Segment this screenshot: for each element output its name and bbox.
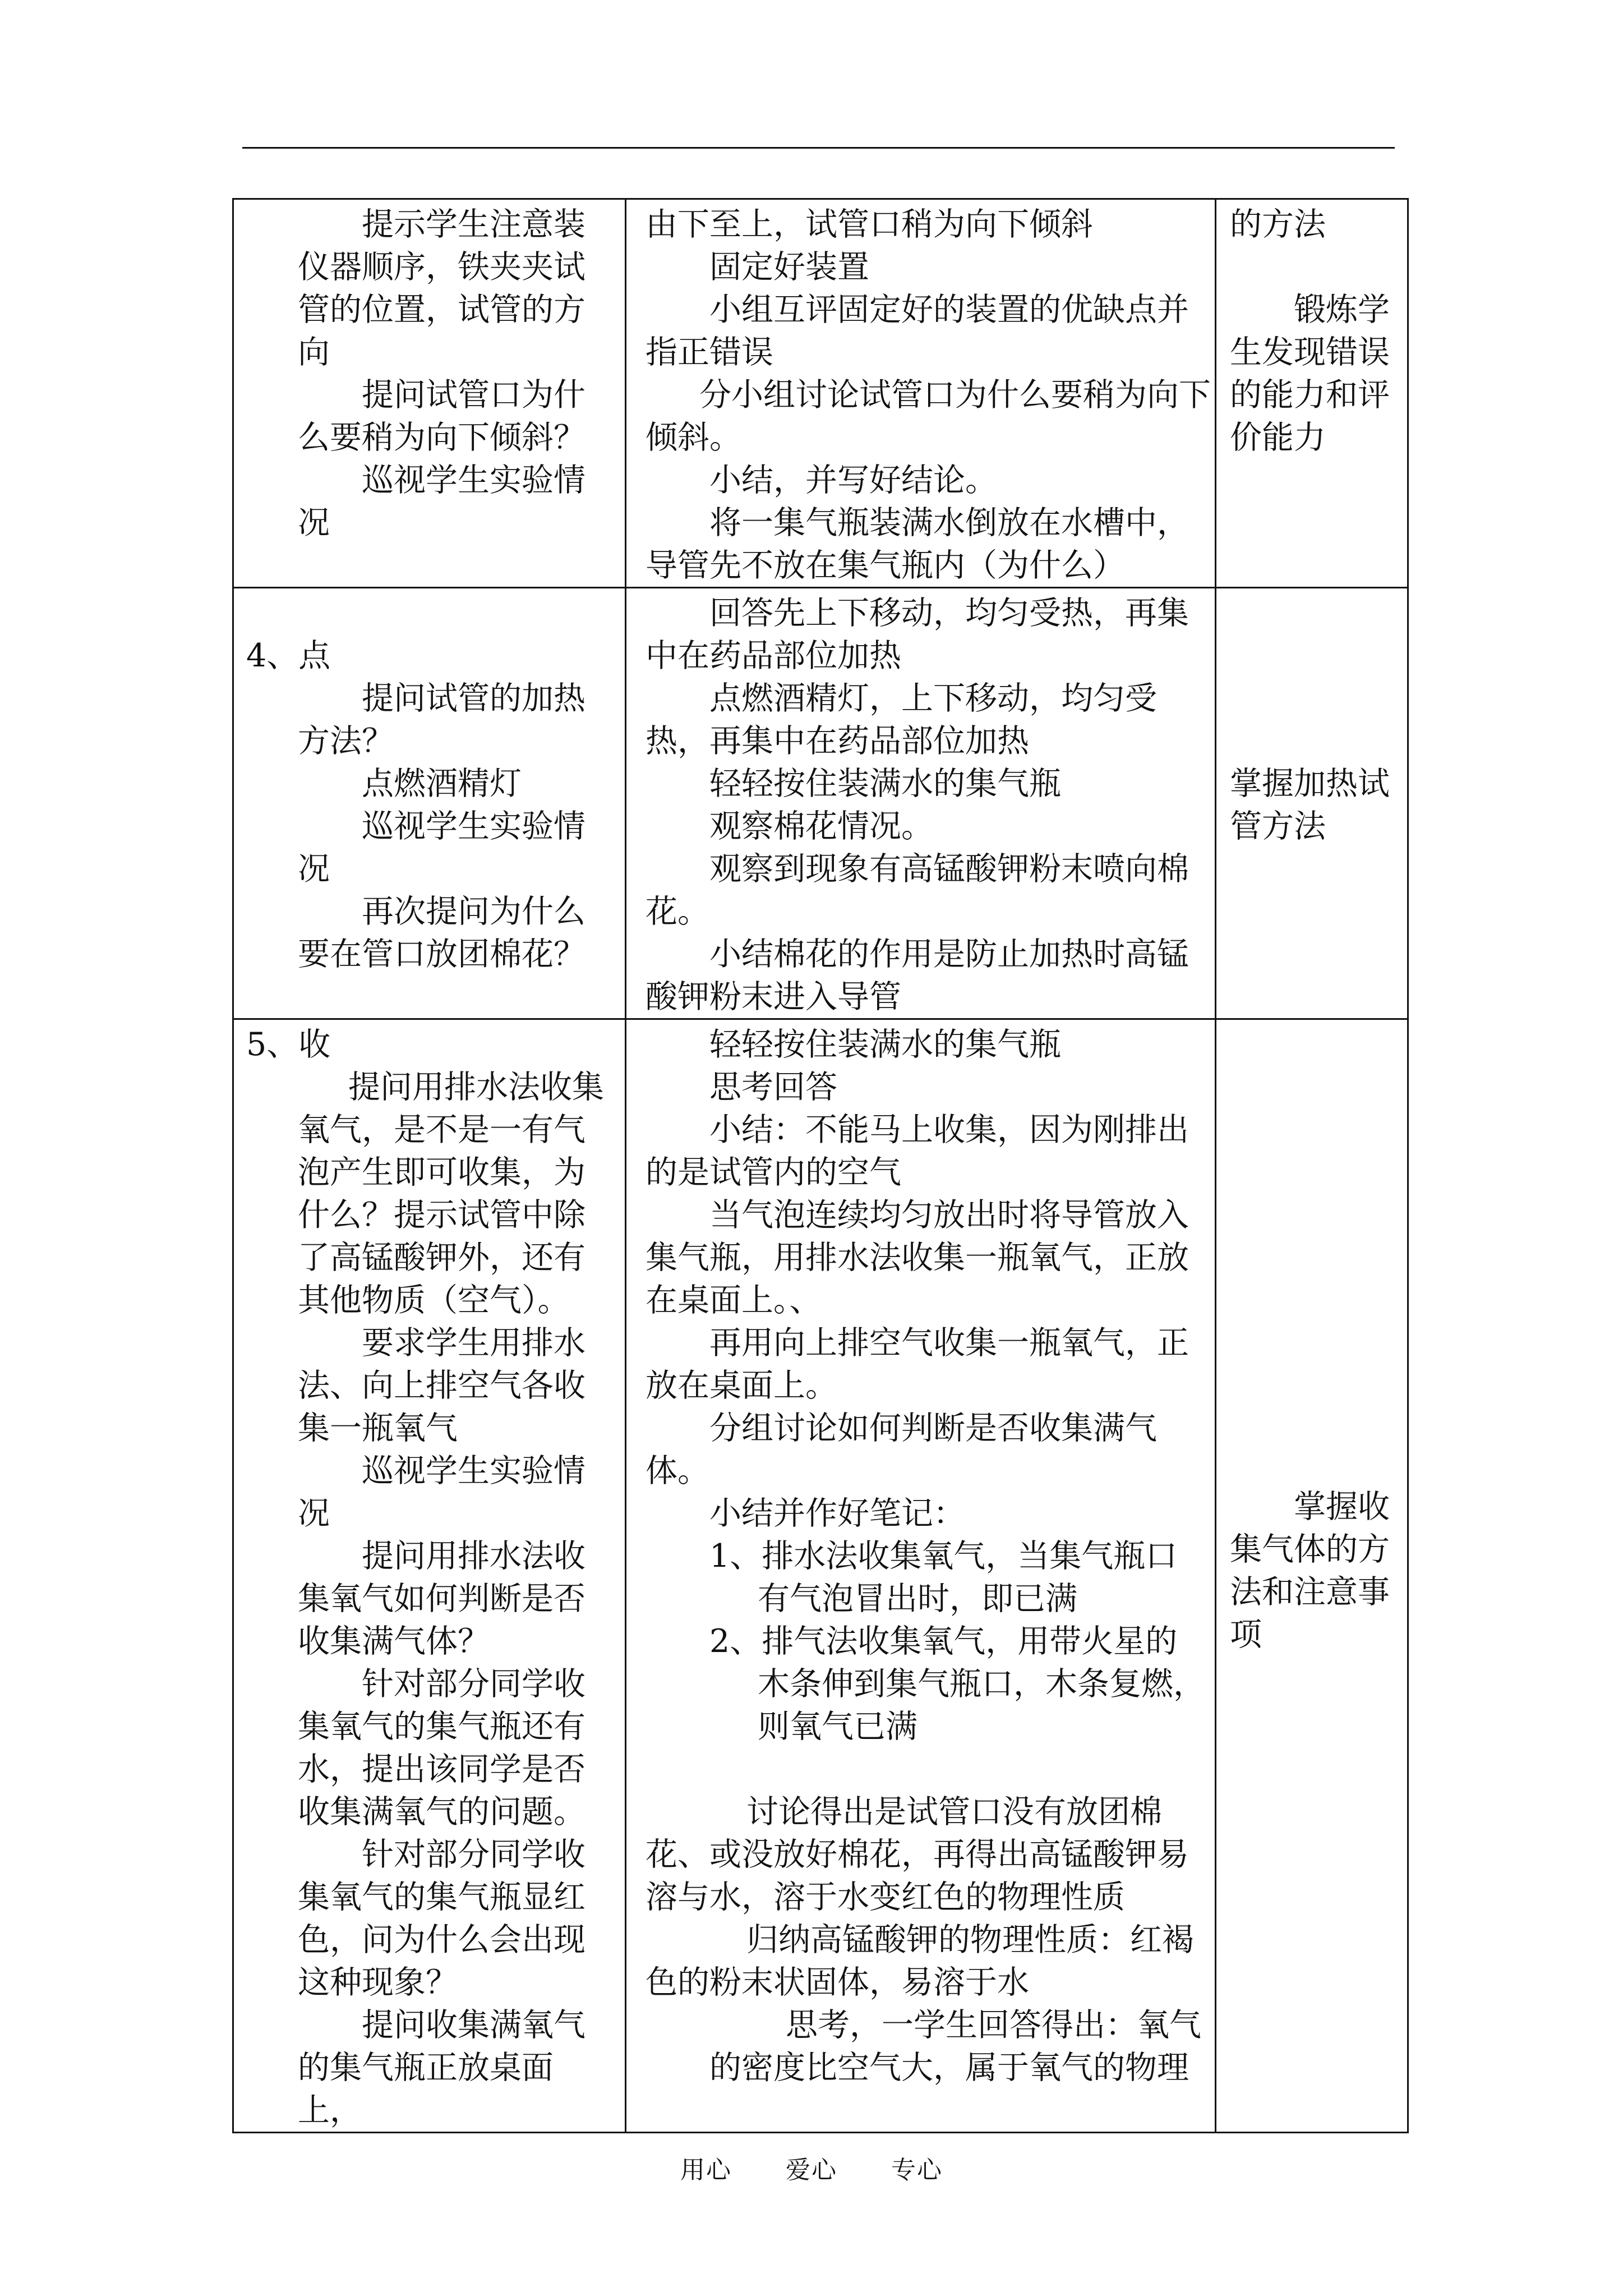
design-purpose-cell (1216, 199, 1408, 588)
design-purpose-cell (1216, 588, 1408, 1019)
teacher-text: 提问试管口为什么要稍为向下倾斜？ (298, 376, 585, 456)
teacher-activity-cell (233, 199, 626, 588)
student-text: 思考，一学生回答得出：氧气 (786, 2007, 1201, 2044)
student-text: 思考回答 (709, 1069, 837, 1106)
teacher-activity-cell (233, 1019, 626, 2133)
paragraph-gap (645, 1748, 1215, 1791)
table-row (233, 588, 1408, 1019)
teacher-text: 巡视学生实验情况 (298, 462, 585, 541)
table-row (233, 1019, 1408, 2133)
student-text: 轻轻按住装满水的集气瓶 (709, 765, 1061, 802)
student-activity-cell (626, 199, 1216, 588)
teacher-text: 针对部分同学收集氧气的集气瓶还有水，提出该同学是否收集满氧气的问题。 (298, 1665, 585, 1830)
footer-word: 爱心 (786, 2156, 837, 2184)
student-text: 再用向上排空气收集一瓶氧气，正放在桌面上。 (645, 1324, 1189, 1404)
teacher-text: 针对部分同学收集氧气的集气瓶显红色，问为什么会出现这种现象？ (298, 1836, 585, 2001)
page-footer (0, 2150, 1623, 2185)
teacher-text: 提问用排水法收集氧气，是不是一有气泡产生即可收集，为什么？提示试管中除了高锰酸钾外，还有其他物质（空气）。 (298, 1069, 604, 1319)
purpose-text: 掌握收集气体的方法和注意事项 (1230, 1488, 1390, 1653)
teacher-text: 要求学生用排水法、向上排空气各收集一瓶氧气 (298, 1324, 585, 1447)
student-text: 由下至上，试管口稍为向下倾斜 (645, 206, 1093, 243)
student-text: 点燃酒精灯，上下移动，均匀受热，再集中在药品部位加热 (645, 680, 1157, 760)
list-item: 1、排水法收集氧气，当集气瓶口 (709, 1538, 1178, 1575)
list-item-continuation: 木条伸到集气瓶口，木条复燃，则氧气已满 (758, 1665, 1205, 1745)
student-text: 固定好装置 (709, 249, 869, 286)
design-purpose-cell (1216, 1019, 1408, 2133)
teacher-text: 提问试管的加热方法？ (298, 680, 585, 760)
purpose-spacer (1230, 246, 1407, 288)
teacher-text: 巡视学生实验情况 (298, 808, 585, 887)
student-text: 轻轻按住装满水的集气瓶 (709, 1026, 1061, 1063)
student-text: 小结棉花的作用是防止加热时高锰酸钾粉末进入导管 (645, 936, 1189, 1015)
teacher-text: 巡视学生实验情况 (298, 1452, 585, 1532)
heading-spacer (234, 592, 625, 634)
table-row (233, 199, 1408, 588)
student-text: 小结：不能马上收集，因为刚排出的是试管内的空气 (645, 1111, 1189, 1191)
student-text: 观察到现象有高锰酸钾粉末喷向棉花。 (645, 850, 1189, 930)
header-rule (242, 147, 1395, 149)
student-text: 将一集气瓶装满水倒放在水槽中，导管先不放在集气瓶内（为什么） (645, 504, 1189, 584)
teacher-text: 提示学生注意装仪器顺序，铁夹夹试管的位置，试管的方向 (298, 206, 585, 371)
purpose-text: 掌握加热试管方法 (1230, 765, 1390, 845)
student-activity-cell (626, 1019, 1216, 2133)
student-text: 归纳高锰酸钾的物理性质：红褐色的粉末状固体，易溶于水 (645, 1921, 1194, 2001)
list-item: 2、排气法收集氧气，用带火星的 (709, 1623, 1178, 1660)
student-text: 小结，并写好结论。 (709, 462, 997, 499)
list-item-continuation: 有气泡冒出时，即已满 (758, 1580, 1077, 1617)
student-text: 分组讨论如何判断是否收集满气体。 (645, 1410, 1157, 1489)
footer-word: 用心 (680, 2156, 732, 2184)
student-text: 小结并作好笔记： (709, 1495, 965, 1532)
student-text: 观察棉花情况。 (709, 808, 933, 845)
student-text: 分小组讨论试管口为什么要稍为向下倾斜。 (645, 376, 1211, 456)
teacher-text: 再次提问为什么要在管口放团棉花？ (298, 893, 585, 973)
purpose-text: 的方法 (1230, 206, 1326, 243)
footer-word: 专心 (891, 2156, 943, 2184)
student-text: 讨论得出是试管口没有放团棉花、或没放好棉花，再得出高锰酸钾易溶与水，溶于水变红色的物理性质 (645, 1793, 1189, 1916)
student-text: 小组互评固定好的装置的优缺点并指正错误 (645, 291, 1189, 371)
teacher-text: 提问用排水法收集氧气如何判断是否收集满气体？ (298, 1538, 585, 1660)
student-text: 回答先上下移动，均匀受热，再集中在药品部位加热 (645, 595, 1189, 674)
student-text: 当气泡连续均匀放出时将导管放入集气瓶，用排水法收集一瓶氧气，正放在桌面上。、 (645, 1197, 1189, 1319)
teacher-text: 提问收集满氧气的集气瓶正放桌面上， (298, 2007, 585, 2129)
step-heading: 5、收 (246, 1026, 331, 1063)
student-activity-cell (626, 588, 1216, 1019)
step-heading: 4、点 (246, 637, 331, 674)
teacher-text: 点燃酒精灯 (362, 765, 522, 802)
teacher-activity-cell (233, 588, 626, 1019)
lesson-plan-table (232, 198, 1409, 2133)
purpose-text: 锻炼学生发现错误的能力和评价能力 (1230, 291, 1390, 456)
student-text: 的密度比空气大，属于氧气的物理 (709, 2049, 1189, 2086)
